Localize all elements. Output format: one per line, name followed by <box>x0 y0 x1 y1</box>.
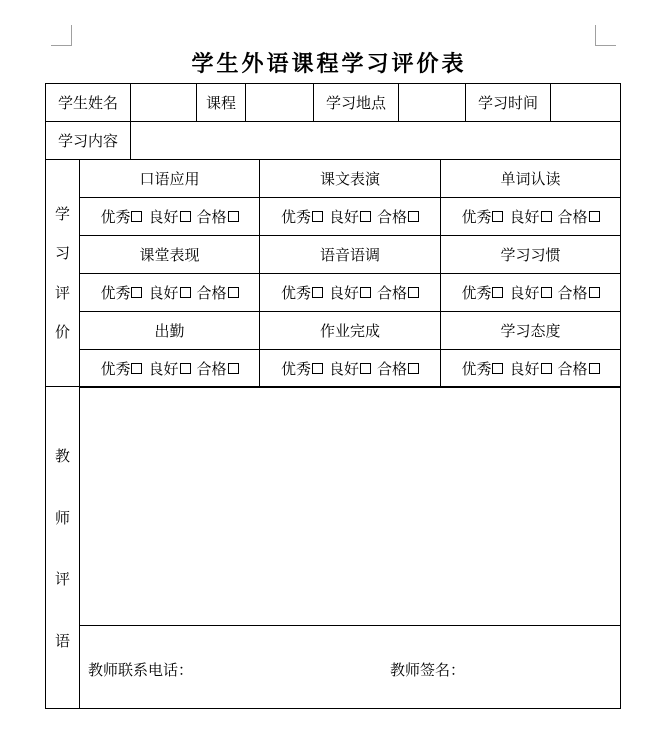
page-corner-mark-top-right <box>595 25 616 46</box>
rating-options-cell <box>79 273 260 312</box>
teacher-phone-label: 教师联系电话： <box>88 661 194 679</box>
rating-option-label: 优秀 <box>461 284 492 302</box>
rating-options-cell <box>259 349 441 388</box>
checkbox-icon[interactable] <box>541 363 552 374</box>
teacher-label-char: 评 <box>54 570 70 589</box>
rating-option[interactable] <box>281 282 323 303</box>
student-name-label: 学生姓名 <box>45 83 131 122</box>
rating-option-label: 合格 <box>377 208 408 226</box>
category-label: 语音语调 <box>259 235 441 274</box>
rating-option[interactable] <box>461 358 503 379</box>
rating-option-label: 合格 <box>377 360 408 378</box>
category-label: 单词认读 <box>440 159 621 198</box>
rating-option-label: 良好 <box>509 208 540 226</box>
rating-option[interactable] <box>377 282 419 303</box>
eval-label-char: 习 <box>54 244 70 263</box>
checkbox-icon[interactable] <box>589 287 600 298</box>
rating-option[interactable] <box>509 282 551 303</box>
rating-option[interactable] <box>329 206 371 227</box>
rating-option-label: 良好 <box>148 208 179 226</box>
rating-option-label: 合格 <box>557 360 588 378</box>
rating-option[interactable] <box>377 206 419 227</box>
rating-option-label: 合格 <box>557 284 588 302</box>
checkbox-icon[interactable] <box>541 287 552 298</box>
category-label: 课文表演 <box>259 159 441 198</box>
checkbox-icon[interactable] <box>180 287 191 298</box>
rating-option-label: 良好 <box>509 360 540 378</box>
rating-options-cell <box>440 349 621 388</box>
rating-options-cell <box>259 273 441 312</box>
rating-option-label: 优秀 <box>100 208 131 226</box>
checkbox-icon[interactable] <box>360 287 371 298</box>
teacher-comment-label <box>45 386 80 709</box>
checkbox-icon[interactable] <box>360 211 371 222</box>
study-content-field[interactable] <box>130 121 621 160</box>
rating-option-label: 合格 <box>377 284 408 302</box>
rating-options-cell <box>79 349 260 388</box>
rating-option-label: 优秀 <box>461 208 492 226</box>
checkbox-icon[interactable] <box>228 287 239 298</box>
checkbox-icon[interactable] <box>228 211 239 222</box>
rating-options-cell <box>440 197 621 236</box>
category-label: 口语应用 <box>79 159 260 198</box>
location-field[interactable] <box>398 83 466 122</box>
rating-options-cell <box>259 197 441 236</box>
checkbox-icon[interactable] <box>312 363 323 374</box>
teacher-label-char: 语 <box>54 632 70 651</box>
rating-option[interactable] <box>509 206 551 227</box>
eval-label-char: 学 <box>54 204 70 223</box>
rating-option-label: 优秀 <box>280 284 311 302</box>
study-content-label: 学习内容 <box>45 121 131 160</box>
rating-option[interactable] <box>100 358 142 379</box>
checkbox-icon[interactable] <box>360 363 371 374</box>
rating-option-label: 优秀 <box>280 360 311 378</box>
checkbox-icon[interactable] <box>131 363 142 374</box>
category-label: 课堂表现 <box>79 235 260 274</box>
eval-label-char: 价 <box>54 323 70 342</box>
checkbox-icon[interactable] <box>492 287 503 298</box>
checkbox-icon[interactable] <box>180 363 191 374</box>
rating-option-label: 良好 <box>328 284 359 302</box>
category-label: 学习习惯 <box>440 235 621 274</box>
study-time-field[interactable] <box>550 83 621 122</box>
checkbox-icon[interactable] <box>589 211 600 222</box>
rating-option[interactable] <box>100 282 142 303</box>
category-label: 学习态度 <box>440 311 621 350</box>
rating-option[interactable] <box>558 358 600 379</box>
rating-option-label: 优秀 <box>100 360 131 378</box>
rating-option[interactable] <box>148 358 190 379</box>
rating-option[interactable] <box>558 206 600 227</box>
evaluation-section-label <box>45 159 80 387</box>
category-label: 作业完成 <box>259 311 441 350</box>
rating-option-label: 良好 <box>148 360 179 378</box>
rating-option-label: 优秀 <box>280 208 311 226</box>
checkbox-icon[interactable] <box>408 211 419 222</box>
rating-options-cell <box>440 273 621 312</box>
checkbox-icon[interactable] <box>131 211 142 222</box>
rating-option[interactable] <box>461 206 503 227</box>
teacher-comment-field[interactable] <box>79 386 621 626</box>
rating-option[interactable] <box>377 358 419 379</box>
checkbox-icon[interactable] <box>589 363 600 374</box>
form-title: 学生外语课程学习评价表 <box>191 51 467 77</box>
checkbox-icon[interactable] <box>408 363 419 374</box>
checkbox-icon[interactable] <box>312 211 323 222</box>
rating-option[interactable] <box>281 358 323 379</box>
rating-option[interactable] <box>329 358 371 379</box>
rating-option[interactable] <box>329 282 371 303</box>
rating-option[interactable] <box>148 206 190 227</box>
rating-options-cell <box>79 197 260 236</box>
rating-option-label: 合格 <box>557 208 588 226</box>
rating-option-label: 合格 <box>196 360 227 378</box>
evaluation-table <box>46 84 622 710</box>
student-name-field[interactable] <box>130 83 197 122</box>
rating-option-label: 良好 <box>328 208 359 226</box>
rating-option[interactable] <box>281 206 323 227</box>
checkbox-icon[interactable] <box>541 211 552 222</box>
eval-label-char: 评 <box>54 283 70 302</box>
page-corner-mark-top-left <box>51 25 72 46</box>
checkbox-icon[interactable] <box>228 363 239 374</box>
teacher-signature-label: 教师签名： <box>390 661 466 679</box>
rating-option-label: 优秀 <box>461 360 492 378</box>
category-label: 出勤 <box>79 311 260 350</box>
rating-option[interactable] <box>461 282 503 303</box>
rating-option-label: 合格 <box>196 284 227 302</box>
teacher-label-char: 师 <box>54 508 70 527</box>
checkbox-icon[interactable] <box>408 287 419 298</box>
checkbox-icon[interactable] <box>180 211 191 222</box>
rating-option-label: 良好 <box>509 284 540 302</box>
teacher-label-char: 教 <box>54 446 70 465</box>
rating-option[interactable] <box>509 358 551 379</box>
rating-option-label: 良好 <box>328 360 359 378</box>
checkbox-icon[interactable] <box>312 287 323 298</box>
checkbox-icon[interactable] <box>492 211 503 222</box>
rating-option[interactable] <box>197 206 239 227</box>
rating-option-label: 优秀 <box>100 284 131 302</box>
rating-option[interactable] <box>100 206 142 227</box>
study-time-label: 学习时间 <box>465 83 551 122</box>
course-field[interactable] <box>245 83 314 122</box>
rating-option[interactable] <box>148 282 190 303</box>
rating-option-label: 良好 <box>148 284 179 302</box>
checkbox-icon[interactable] <box>131 287 142 298</box>
rating-option[interactable] <box>197 282 239 303</box>
rating-option[interactable] <box>197 358 239 379</box>
location-label: 学习地点 <box>313 83 399 122</box>
rating-option-label: 合格 <box>196 208 227 226</box>
rating-option[interactable] <box>558 282 600 303</box>
checkbox-icon[interactable] <box>492 363 503 374</box>
course-label: 课程 <box>196 83 246 122</box>
